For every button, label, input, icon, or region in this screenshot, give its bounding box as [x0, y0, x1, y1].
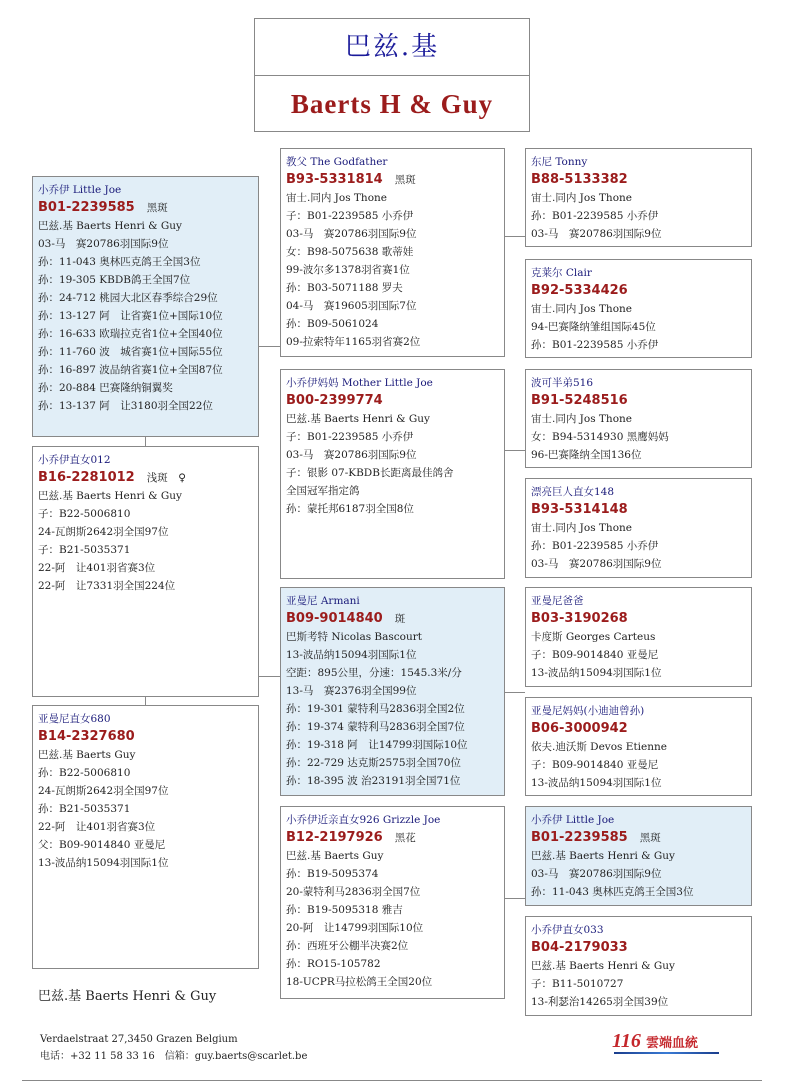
info-line: 孙：20-884 巴赛隆纳铜翼奖: [38, 382, 173, 394]
connector: [258, 676, 280, 677]
info-line: 宙士.同内 Jos Thone: [531, 303, 632, 315]
info-line: 孙：B21-5035371: [38, 803, 131, 815]
ring-number: B92-5334426: [531, 283, 628, 298]
info-line: 宙士.同内 Jos Thone: [531, 192, 632, 204]
ring-number: B14-2327680: [38, 729, 135, 744]
pedigree-box-148: [525, 478, 752, 578]
info-line: 13-波品纳15094羽国际1位: [531, 777, 662, 789]
bird-name: 东尼 Tonny: [531, 156, 588, 168]
info-line: 孙：RO15-105782: [286, 958, 381, 970]
info-line: 孙：B22-5006810: [38, 767, 131, 779]
logo-number: 116: [612, 1030, 641, 1052]
ring-number: B00-2399774: [286, 393, 383, 408]
info-line: 孙：18-395 波 治23191羽全国71位: [286, 775, 461, 787]
info-line: 孙：B01-2239585 小乔伊: [531, 339, 659, 351]
color-label: 黑斑: [146, 202, 168, 214]
info-line: 子：B22-5006810: [38, 508, 131, 520]
bird-name: 小乔伊直女012: [38, 454, 111, 466]
info-line: 13-马 赛2376羽全国99位: [286, 685, 417, 697]
info-line: 全国冠军指定鸽: [286, 485, 360, 497]
info-line: 03-马 赛20786羽国际9位: [38, 238, 169, 250]
color-label: 黑斑: [394, 174, 416, 186]
info-line: 孙：B01-2239585 小乔伊: [531, 540, 659, 552]
info-line: 22-阿 让401羽省赛3位: [38, 562, 156, 574]
connector: [504, 236, 525, 237]
info-line: 女：B98-5075638 歌蒂娃: [286, 246, 414, 258]
pedigree-box-516: [525, 369, 752, 468]
connector: [145, 436, 146, 446]
info-line: 24-瓦朗斯2642羽全国97位: [38, 785, 169, 797]
pedigree-box-little-joe-repeat: [525, 806, 752, 906]
info-line: 孙：蒙托邦6187羽全国8位: [286, 503, 414, 515]
logo-text: 雲端血統: [646, 1036, 699, 1051]
connector: [504, 450, 525, 451]
info-line: 孙：11-043 奥林匹克鸽王全国3位: [531, 886, 694, 898]
info-line: 孙：13-137 阿 让3180羽全国22位: [38, 400, 213, 412]
info-line: 子：B11-5010727: [531, 978, 624, 990]
bird-name: 亚曼尼妈妈(小迪迪曾孙): [531, 705, 645, 717]
color-label: 斑: [394, 613, 406, 625]
info-line: 99-波尔多1378羽省赛1位: [286, 264, 410, 276]
info-line: 孙：19-374 蒙特利马2836羽全国7位: [286, 721, 465, 733]
info-line: 孙：19-305 KBDB鸽王全国7位: [38, 274, 191, 286]
info-line: 18-UCPR马拉松鸽王全国20位: [286, 976, 433, 988]
ring-number: B01-2239585 黑斑: [38, 200, 168, 215]
info-line: 孙：19-301 蒙特利马2836羽全国2位: [286, 703, 465, 715]
info-line: 20-蒙特利马2836羽全国7位: [286, 886, 421, 898]
info-line: 巴兹.基 Baerts Henri & Guy: [38, 490, 182, 502]
bottom-rule: [22, 1080, 762, 1081]
connector: [504, 692, 525, 693]
pedigree-box-armani-father: [525, 587, 752, 687]
info-line: 子：B09-9014840 亚曼尼: [531, 759, 659, 771]
ring-number: B93-5331814 黑斑: [286, 172, 416, 187]
info-line: 22-阿 让401羽省赛3位: [38, 821, 156, 833]
bird-name: 波可半弟516: [531, 377, 594, 389]
color-label: 黑斑: [639, 832, 661, 844]
info-line: 09-拉索特年1165羽省赛2位: [286, 336, 421, 348]
info-line: 空距：895公里，分速：1545.3米/分: [286, 667, 462, 679]
info-line: 孙：B01-2239585 小乔伊: [531, 210, 659, 222]
pedigree-box-sire: [280, 148, 505, 357]
pedigree-box-grizzle: [280, 806, 505, 999]
info-line: 孙：16-633 欧瑞拉克省1位+全国40位: [38, 328, 223, 340]
info-line: 03-马 赛20786羽国际9位: [286, 449, 417, 461]
info-line: 03-马 赛20786羽国际9位: [286, 228, 417, 240]
info-line: 13-利瑟治14265羽全国39位: [531, 996, 669, 1008]
info-line: 03-马 赛20786羽国际9位: [531, 228, 662, 240]
color-label: 黑花: [394, 832, 416, 844]
info-line: 94-巴赛隆纳雏组国际45位: [531, 321, 656, 333]
bird-name: 漂亮巨人直女148: [531, 486, 615, 498]
info-line: 巴兹.基 Baerts Henri & Guy: [286, 413, 430, 425]
ring-number: B04-2179033: [531, 940, 628, 955]
ring-number: B91-5248516: [531, 393, 628, 408]
title-chinese: 巴兹.基: [255, 19, 529, 76]
info-line: 13-波品纳15094羽国际1位: [286, 649, 417, 661]
info-line: 巴斯考特 Nicolas Bascourt: [286, 631, 422, 643]
info-line: 孙：11-760 波 城省赛1位+国际55位: [38, 346, 223, 358]
info-line: 13-波品纳15094羽国际1位: [531, 667, 662, 679]
breeder-name: 巴兹.基 Baerts Henri & Guy: [38, 989, 217, 1004]
pedigree-box-dam: [32, 446, 259, 697]
info-line: 子：银影 07-KBDB长距离最佳鸽舍: [286, 467, 454, 479]
logo-underline: [614, 1052, 719, 1054]
info-line: 03-马 赛20786羽国际9位: [531, 558, 662, 570]
bird-name: 亚曼尼直女680: [38, 713, 111, 725]
bird-name: 克莱尔 Clair: [531, 267, 592, 279]
info-line: 卡度斯 Georges Carteus: [531, 631, 656, 643]
bird-name: 教父 The Godfather: [286, 156, 388, 168]
info-line: 孙：22-729 达克斯2575羽全国70位: [286, 757, 461, 769]
info-line: 子：B09-9014840 亚曼尼: [531, 649, 659, 661]
info-line: 孙：19-318 阿 让14799羽国际10位: [286, 739, 468, 751]
pedigree-box-armani-mother: [525, 697, 752, 796]
bird-name: 亚曼尼 Armani: [286, 595, 360, 607]
info-line: 孙：13-127 阿 让省赛1位+国际10位: [38, 310, 223, 322]
info-line: 子：B01-2239585 小乔伊: [286, 431, 414, 443]
info-line: 宙士.同内 Jos Thone: [531, 413, 632, 425]
info-line: 父：B09-9014840 亚曼尼: [38, 839, 166, 851]
ring-number: B09-9014840 斑: [286, 611, 406, 626]
info-line: 宙士.同内 Jos Thone: [531, 522, 632, 534]
bird-name: 小乔伊近亲直女926 Grizzle Joe: [286, 814, 441, 826]
bird-name: 小乔伊直女033: [531, 924, 604, 936]
bird-name: 小乔伊妈妈 Mother Little Joe: [286, 377, 433, 389]
info-line: 04-马 赛19605羽国际7位: [286, 300, 417, 312]
pedigree-box-offspring: [32, 705, 259, 969]
info-line: 孙：16-897 波品纳省赛1位+全国87位: [38, 364, 223, 376]
ring-number: B01-2239585 黑斑: [531, 830, 661, 845]
info-line: 孙：B09-5061024: [286, 318, 379, 330]
title-english: Baerts H & Guy: [290, 89, 494, 119]
info-line: 孙：24-712 桃园大北区春季综合29位: [38, 292, 218, 304]
ring-number: B12-2197926 黑花: [286, 830, 416, 845]
ring-number: B93-5314148: [531, 502, 628, 517]
info-line: 22-阿 让7331羽全国224位: [38, 580, 176, 592]
pedigree-box-mother: [280, 369, 505, 579]
pedigree-box-clair: [525, 259, 752, 358]
ring-number: B03-3190268: [531, 611, 628, 626]
bird-name: 小乔伊 Little Joe: [38, 184, 122, 196]
ring-number: B88-5133382: [531, 172, 628, 187]
info-line: 20-阿 让14799羽国际10位: [286, 922, 424, 934]
connector: [145, 697, 146, 705]
info-line: 24-瓦朗斯2642羽全国97位: [38, 526, 169, 538]
pedigree-box-033: [525, 916, 752, 1016]
info-line: 巴兹.基 Baerts Guy: [286, 850, 384, 862]
bird-name: 小乔伊 Little Joe: [531, 814, 615, 826]
info-line: 03-马 赛20786羽国际9位: [531, 868, 662, 880]
info-line: 宙士.同内 Jos Thone: [286, 192, 387, 204]
address: Verdaelstraat 27,3450 Grazen Belgium: [40, 1034, 238, 1045]
pedigree-box-tonny: [525, 148, 752, 247]
ring-number: B16-2281012 浅斑 ♀: [38, 470, 186, 485]
connector: [258, 346, 280, 347]
info-line: 孙：B19-5095374: [286, 868, 379, 880]
contact: 电话：+32 11 58 33 16 信箱：guy.baerts@scarlet.be: [40, 1051, 308, 1062]
info-line: 孙：B19-5095318 雅吉: [286, 904, 403, 916]
info-line: 96-巴赛隆纳全国136位: [531, 449, 642, 461]
info-line: 巴兹.基 Baerts Henri & Guy: [531, 960, 675, 972]
info-line: 孙：B03-5071188 罗夫: [286, 282, 403, 294]
logo: [612, 1030, 727, 1056]
connector: [504, 898, 525, 899]
info-line: 女：B94-5314930 黑鹰妈妈: [531, 431, 669, 443]
color-label: 浅斑 ♀: [146, 472, 186, 484]
ring-number: B06-3000942: [531, 721, 628, 736]
info-line: 13-波品纳15094羽国际1位: [38, 857, 169, 869]
info-line: 子：B21-5035371: [38, 544, 131, 556]
info-line: 依夫.迪沃斯 Devos Etienne: [531, 741, 667, 753]
title-box: [254, 18, 530, 132]
info-line: 子：B01-2239585 小乔伊: [286, 210, 414, 222]
info-line: 孙：11-043 奥林匹克鸽王全国3位: [38, 256, 201, 268]
info-line: 巴兹.基 Baerts Henri & Guy: [38, 220, 182, 232]
bird-name: 亚曼尼爸爸: [531, 595, 584, 607]
pedigree-box-subject: [32, 176, 259, 437]
info-line: 巴兹.基 Baerts Henri & Guy: [531, 850, 675, 862]
info-line: 孙：西班牙公棚半决赛2位: [286, 940, 409, 952]
info-line: 巴兹.基 Baerts Guy: [38, 749, 136, 761]
pedigree-box-armani: [280, 587, 505, 796]
